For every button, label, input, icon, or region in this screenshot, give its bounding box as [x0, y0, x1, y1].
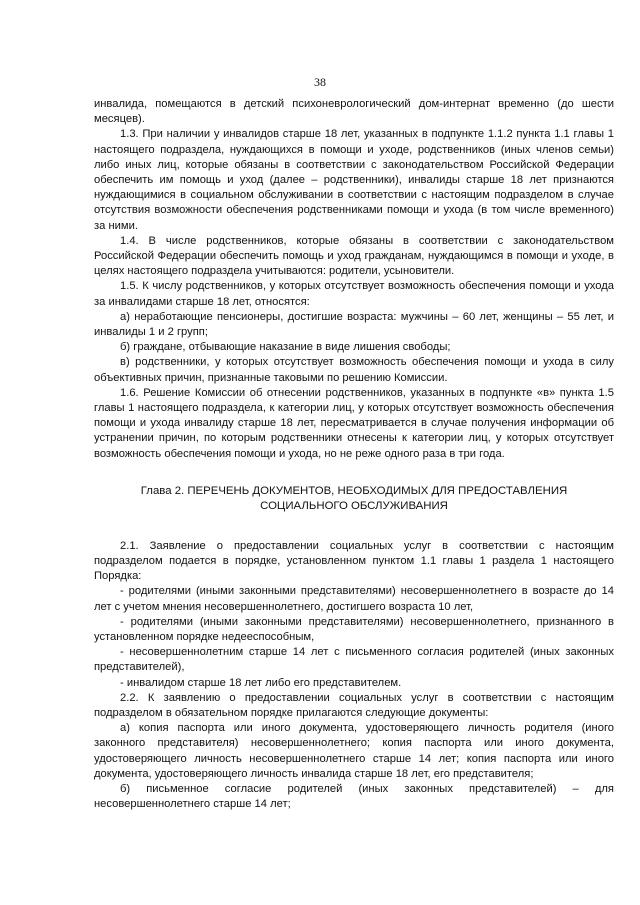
paragraph: б) письменное согласие родителей (иных законных представителей) – для несовершеннолетнего старше 14 лет;: [94, 782, 614, 811]
paragraph: б) граждане, отбывающие наказание в виде лишения свободы;: [120, 341, 451, 354]
chapter-2-paragraphs: [94, 539, 614, 813]
chapter-heading-line-1: Глава 2. ПЕРЕЧЕНЬ ДОКУМЕНТОВ, НЕОБХОДИМЫХ ДЛЯ ПРЕДОСТАВЛЕНИЯ: [140, 484, 568, 497]
paragraph: 2.1. Заявление о предоставлении социальных услуг в соответствии с настоящим подразделом подается в порядке, установленном пунктом 1.1 главы 1 раздела 1 настоящего Порядка:: [94, 539, 614, 583]
section-1-paragraphs: [94, 97, 614, 462]
paragraph: в) родственники, у которых отсутствует возможность обеспечения помощи и ухода в силу объективных причин, признанные таковыми по решению Комиссии.: [94, 356, 614, 384]
paragraph: 1.6. Решение Комиссии об отнесении родственников, указанных в подпункте «в» пункта 1.5 главы 1 настоящего подраздела, к категории лиц, у которых отсутствует возможность обеспечения помощи и ухода инвалиду старше 18 лет, пересматривается в случае получения информации об устранении причин, по которым родственники отнесены к категории лиц, у которых отсутствует возможность обеспечения помощи и ухода, но не реже одного раза в три года.: [94, 386, 614, 460]
paragraph: 1.5. К числу родственников, у которых отсутствует возможность обеспечения помощи и ухода за инвалидами старше 18 лет, относятся:: [94, 280, 614, 308]
document-body: [94, 97, 614, 812]
page-number: 38: [314, 75, 326, 89]
paragraph: - несовершеннолетним старше 14 лет с письменного согласия родителей (иных законных представителей),: [94, 646, 614, 674]
paragraph: инвалида, помещаются в детский психоневрологический дом-интернат временно (до шести месяцев).: [94, 98, 614, 126]
paragraph: 2.2. К заявлению о предоставлении социальных услуг в соответствии с настоящим подразделом в обязательном порядке прилагаются следующие документы:: [94, 691, 614, 719]
paragraph: 1.4. В числе родственников, которые обязаны в соответствии с законодательством Российской Федерации обеспечить помощь и уход гражданам, нуждающимся в помощи и уходе, в целях настоящего подраздела учитываются: родители, усыновители.: [94, 234, 614, 278]
paragraph: - родителями (иными законными представителями) несовершеннолетнего, признанного в установленном порядке недееспособным,: [94, 615, 614, 643]
paragraph: 1.3. При наличии у инвалидов старше 18 лет, указанных в подпункте 1.1.2 пункта 1.1 главы 1 настоящего подраздела, нуждающихся в помощи и уходе, родственников (иных членов семьи) либо иных лиц, которые обязаны в соответствии с законодательством Российской Федерации обеспечить им помощь и уход (далее – родственники), инвалиды старше 18 лет признаются нуждающимися в социальном обслуживании в соответствии с настоящим подразделом в случае отсутствия возможности обеспечения родственниками помощи и ухода (в том числе временного) за ними.: [94, 128, 614, 232]
paragraph: - инвалидом старше 18 лет либо его представителем.: [120, 676, 402, 689]
paragraph: - родителями (иными законными представителями) несовершеннолетнего в возрасте до 14 лет с учетом мнения несовершеннолетнего, достигшего возраста 10 лет,: [94, 585, 614, 613]
chapter-heading-line-2: СОЦИАЛЬНОГО ОБСЛУЖИВАНИЯ: [260, 500, 448, 513]
chapter-heading: [94, 462, 614, 539]
paragraph: а) копия паспорта или иного документа, удостоверяющего личность родителя (иного законного представителя) несовершеннолетнего; копия паспорта или иного документа, удостоверяющего личность несовершеннолетнего старше 14 лет; копия паспорта или иного документа, удостоверяющего личность инвалида старше 18 лет, его представителя;: [94, 722, 614, 780]
paragraph: а) неработающие пенсионеры, достигшие возраста: мужчины – 60 лет, женщины – 55 лет, и инвалиды 1 и 2 групп;: [94, 310, 614, 339]
